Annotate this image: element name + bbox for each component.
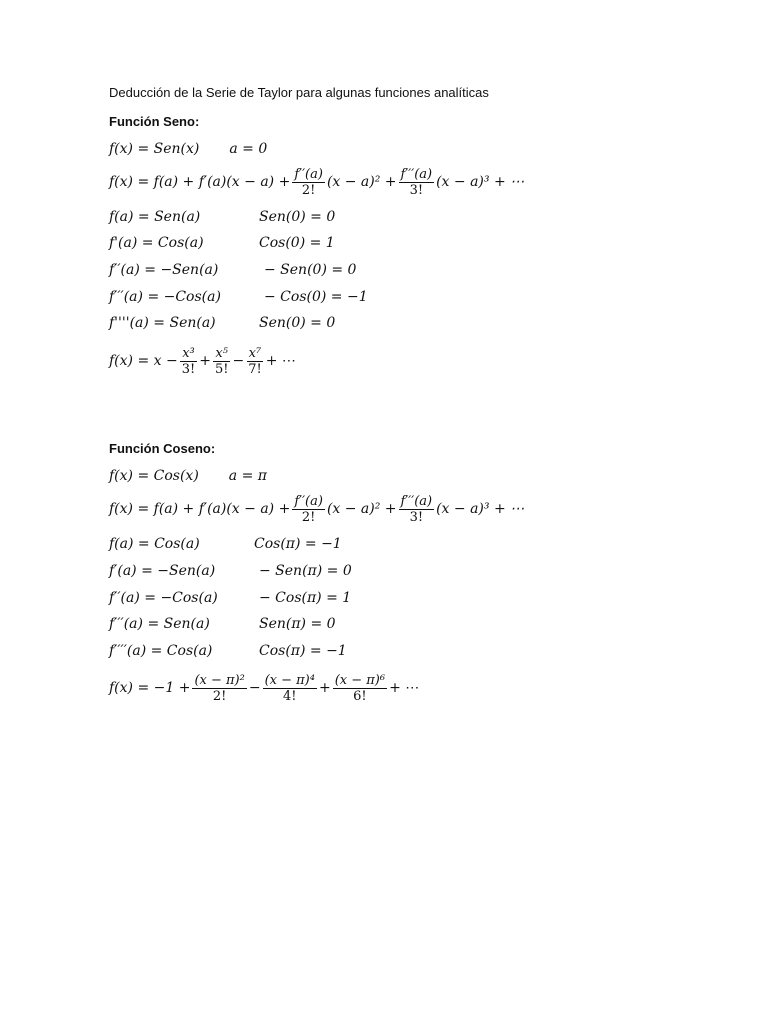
seno-deriv-0-rhs: Sen(0) = 0 bbox=[259, 209, 336, 225]
coseno-deriv-1-lhs: f′(a) = −Sen(a) bbox=[109, 563, 216, 579]
coseno-series-frac-2 bbox=[263, 673, 317, 704]
coseno-deriv-2 bbox=[109, 586, 351, 610]
seno-series-post: + ⋯ bbox=[265, 353, 296, 369]
coseno-def-lhs: f(x) = Cos(x) bbox=[109, 468, 199, 484]
coseno-taylor-t2-post: (x − a)² + bbox=[326, 501, 397, 517]
seno-series-f3-num: x⁷ bbox=[248, 345, 262, 361]
seno-deriv-3-lhs: f′′′(a) = −Cos(a) bbox=[109, 289, 221, 305]
coseno-deriv-2-rhs: − Cos(π) = 1 bbox=[259, 590, 352, 606]
section-heading-seno: Función Seno: bbox=[109, 114, 200, 129]
seno-taylor-t2-den: 2! bbox=[301, 182, 316, 198]
coseno-series-op2: + bbox=[318, 680, 331, 696]
coseno-deriv-0-rhs: Cos(π) = −1 bbox=[254, 536, 342, 552]
coseno-taylor-t3-post: (x − a)³ + ⋯ bbox=[436, 501, 525, 517]
coseno-deriv-0-lhs: f(a) = Cos(a) bbox=[109, 536, 200, 552]
seno-series-f1-num: x³ bbox=[182, 345, 195, 361]
coseno-series-f2-num: (x − π)⁴ bbox=[264, 672, 315, 688]
seno-deriv-1-lhs: f'(a) = Cos(a) bbox=[109, 235, 204, 251]
seno-deriv-4-rhs: Sen(0) = 0 bbox=[259, 315, 336, 331]
seno-taylor-formula bbox=[109, 166, 525, 198]
coseno-series-f1-num: (x − π)² bbox=[194, 672, 245, 688]
coseno-deriv-1-rhs: − Sen(π) = 0 bbox=[259, 563, 352, 579]
coseno-def-rhs: a = π bbox=[228, 468, 267, 484]
coseno-deriv-4 bbox=[109, 639, 347, 663]
coseno-deriv-2-lhs: f′′(a) = −Cos(a) bbox=[109, 590, 218, 606]
seno-series-f2-den: 5! bbox=[214, 361, 229, 377]
seno-deriv-4 bbox=[109, 311, 335, 335]
coseno-taylor-term2 bbox=[292, 494, 325, 525]
seno-deriv-3 bbox=[109, 285, 368, 309]
coseno-deriv-0 bbox=[109, 532, 342, 556]
seno-series-frac-2 bbox=[213, 346, 231, 377]
document-title: Deducción de la Serie de Taylor para algunas funciones analíticas bbox=[109, 85, 489, 100]
coseno-series-f3-den: 6! bbox=[353, 688, 367, 704]
coseno-series-op1: − bbox=[248, 680, 261, 696]
seno-taylor-t2-post: (x − a)² + bbox=[326, 174, 397, 190]
coseno-series-frac-1 bbox=[192, 673, 246, 704]
coseno-deriv-1 bbox=[109, 559, 352, 583]
coseno-deriv-3-rhs: Sen(π) = 0 bbox=[259, 616, 336, 632]
seno-taylor-pre: f(x) = f(a) + f′(a)(x − a) + bbox=[109, 174, 291, 190]
seno-deriv-2 bbox=[109, 258, 356, 282]
seno-series-f2-num: x⁵ bbox=[215, 345, 228, 361]
coseno-series-f1-den: 2! bbox=[212, 688, 227, 704]
seno-series-op1: + bbox=[199, 353, 211, 369]
seno-def-lhs: f(x) = Sen(x) bbox=[109, 141, 200, 157]
coseno-taylor-pre: f(x) = f(a) + f′(a)(x − a) + bbox=[109, 501, 291, 517]
seno-series-pre: f(x) = x − bbox=[109, 353, 178, 369]
coseno-taylor-t3-den: 3! bbox=[409, 509, 424, 525]
seno-deriv-0-lhs: f(a) = Sen(a) bbox=[109, 209, 201, 225]
seno-deriv-2-rhs: − Sen(0) = 0 bbox=[264, 262, 357, 278]
seno-def-rhs: a = 0 bbox=[229, 141, 268, 157]
coseno-taylor-t3-num: f′′′(a) bbox=[400, 493, 433, 509]
section-heading-coseno: Función Coseno: bbox=[109, 441, 216, 456]
coseno-deriv-3 bbox=[109, 612, 336, 636]
coseno-series-f2-den: 4! bbox=[283, 688, 297, 704]
seno-taylor-t2-num: f′′(a) bbox=[294, 166, 323, 182]
coseno-taylor-t2-den: 2! bbox=[301, 509, 316, 525]
seno-series bbox=[109, 345, 296, 377]
seno-taylor-term3 bbox=[399, 167, 435, 198]
seno-taylor-t3-den: 3! bbox=[409, 182, 424, 198]
coseno-taylor-formula bbox=[109, 493, 525, 525]
seno-taylor-t3-post: (x − a)³ + ⋯ bbox=[436, 174, 525, 190]
seno-deriv-4-lhs: f''''(a) = Sen(a) bbox=[109, 315, 216, 331]
coseno-deriv-4-lhs: f′′′′(a) = Cos(a) bbox=[109, 643, 213, 659]
seno-deriv-0 bbox=[109, 205, 335, 229]
seno-series-f1-den: 3! bbox=[181, 361, 196, 377]
coseno-series bbox=[109, 672, 420, 704]
coseno-deriv-4-rhs: Cos(π) = −1 bbox=[259, 643, 347, 659]
seno-definition bbox=[109, 137, 267, 161]
seno-series-frac-3 bbox=[246, 346, 264, 377]
seno-series-frac-1 bbox=[180, 346, 198, 377]
coseno-series-frac-3 bbox=[333, 673, 387, 704]
coseno-series-f3-num: (x − π)⁶ bbox=[334, 672, 386, 688]
seno-taylor-term2 bbox=[292, 167, 325, 198]
seno-taylor-t3-num: f′′′(a) bbox=[400, 166, 433, 182]
coseno-taylor-term3 bbox=[399, 494, 435, 525]
coseno-taylor-t2-num: f′′(a) bbox=[294, 493, 323, 509]
seno-deriv-2-lhs: f′′(a) = −Sen(a) bbox=[109, 262, 219, 278]
coseno-series-post: + ⋯ bbox=[389, 680, 420, 696]
coseno-definition bbox=[109, 464, 267, 488]
seno-deriv-1 bbox=[109, 231, 335, 255]
coseno-deriv-3-lhs: f′′′(a) = Sen(a) bbox=[109, 616, 210, 632]
seno-deriv-1-rhs: Cos(0) = 1 bbox=[259, 235, 335, 251]
coseno-series-pre: f(x) = −1 + bbox=[109, 680, 191, 696]
seno-series-f3-den: 7! bbox=[248, 361, 262, 377]
seno-series-op2: − bbox=[232, 353, 245, 369]
seno-deriv-3-rhs: − Cos(0) = −1 bbox=[264, 289, 368, 305]
